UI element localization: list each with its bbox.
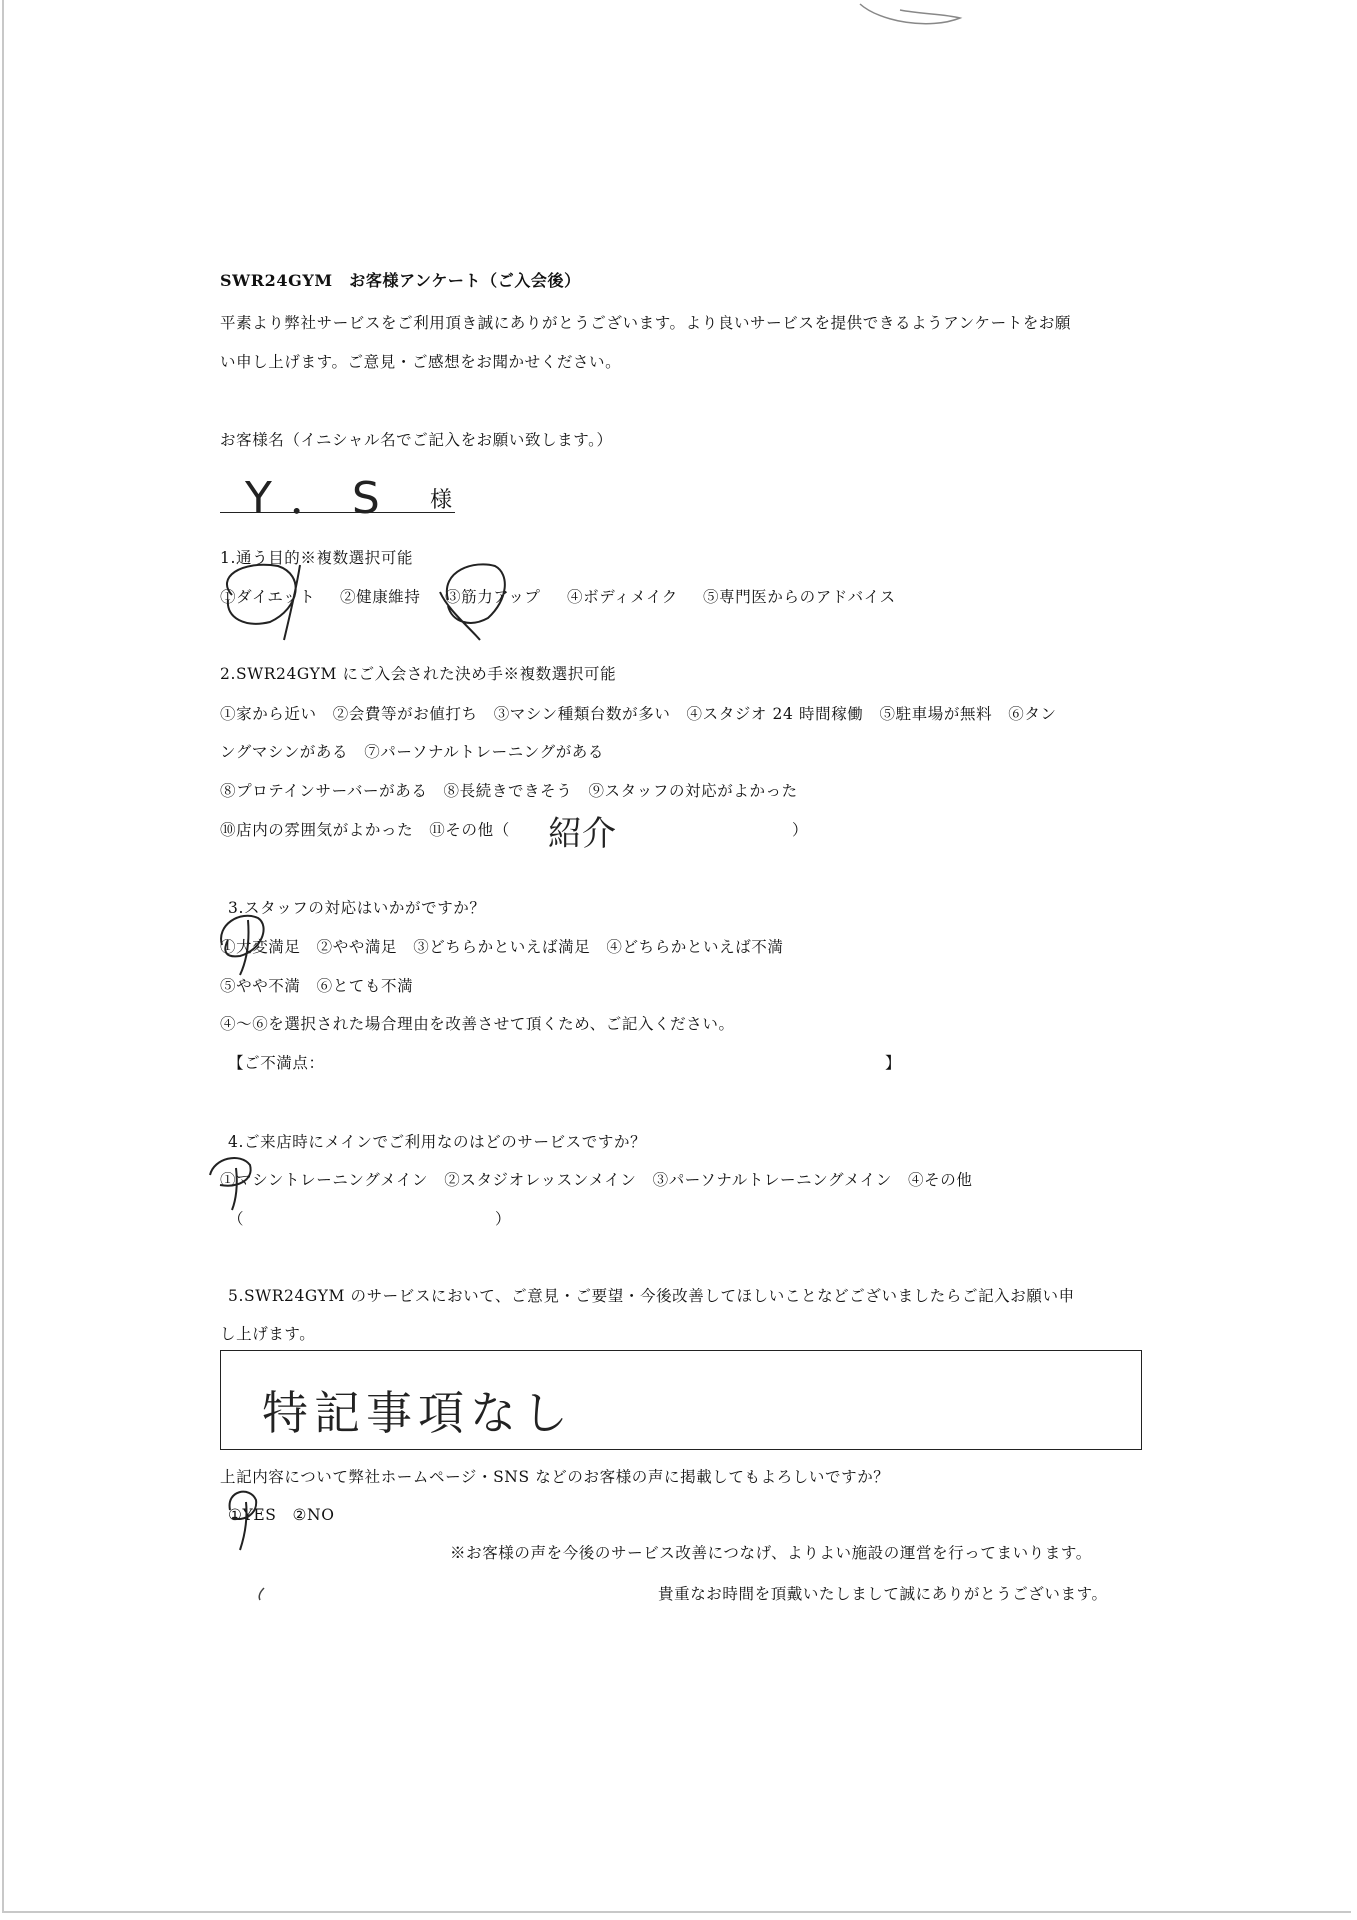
q1-option-4[interactable]: ④ボディメイク [567,588,678,606]
q3-dissatisfaction-close: 】 [885,1054,902,1072]
survey-title: SWR24GYM お客様アンケート（ご入会後） [220,271,581,290]
q2-options-line-1[interactable]: ①家から近い ②会費等がお値打ち ③マシン種類台数が多い ④スタジオ 24 時間稼働 ⑤駐車場が無料 ⑥タン [220,705,1057,723]
intro-line-2: い申し上げます。ご意見・ご感想をお聞かせください。 [220,353,622,371]
customer-name-underline [220,512,455,513]
q1-option-2[interactable]: ②健康維持 [340,588,421,606]
q3-options-line-2[interactable]: ⑤やや不満 ⑥とても不満 [220,977,414,995]
customer-honorific: 様 [430,488,453,513]
q1-option-3[interactable]: ③筋力アップ [445,588,541,606]
customer-name-label: お客様名（イニシャル名でご記入をお願い致します。） [220,431,613,449]
footer-line-1: ※お客様の声を今後のサービス改善につなげ、よりよい施設の運営を行ってまいります。 [450,1544,1092,1562]
intro-line-1: 平素より弊社サービスをご利用頂き誠にありがとうございます。より良いサービスを提供できるようアンケートをお願 [220,314,1072,332]
footer-line-2: 貴重なお時間を頂戴いたしまして誠にありがとうございます。 [658,1585,1108,1603]
q4-title: 4.ご来店時にメインでご利用なのはどのサービスですか？ [228,1133,647,1151]
q1-title: 1.通う目的※複数選択可能 [220,549,414,567]
q2-options-line-4[interactable]: ⑩店内の雰囲気がよかった ⑪その他（ [220,821,510,839]
q4-other-open-paren: （ [228,1210,245,1228]
q2-other-value[interactable]: 紹介 [548,814,616,854]
q3-dissatisfaction-label: 【ご不満点： [228,1054,325,1072]
q1-option-5[interactable]: ⑤専門医からのアドバイス [703,588,896,606]
q2-options-line-2[interactable]: ングマシンがある ⑦パーソナルトレーニングがある [220,743,604,761]
q5-title-line-1: 5.SWR24GYM のサービスにおいて、ご意見・ご要望・今後改善してほしいことなどございましたらご記入お願い申 [228,1287,1075,1305]
q3-note: ④～⑥を選択された場合理由を改善させて頂くため、ご記入ください。 [220,1015,735,1033]
q3-options-line-1[interactable]: ①大変満足 ②やや満足 ③どちらかといえば満足 ④どちらかといえば不満 [220,938,784,956]
q4-options-line-1[interactable]: ①マシントレーニングメイン ②スタジオレッスンメイン ③パーソナルトレーニングメイン ④その他 [220,1171,973,1189]
q1-option-1[interactable]: ①ダイエット [220,588,316,606]
q3-title: 3.スタッフの対応はいかがですか？ [228,899,486,917]
q4-other-close-paren: ） [495,1210,512,1228]
customer-name-value[interactable]: Y．S [245,473,398,524]
q2-options-line-3[interactable]: ⑧プロテインサーバーがある ⑧長続きできそう ⑨スタッフの対応がよかった [220,782,798,800]
publish-options[interactable]: ①YES ②NO [228,1506,335,1524]
q5-comment-value[interactable]: 特記事項なし [262,1386,574,1440]
q2-other-close-paren: ） [792,821,809,839]
q2-title: 2.SWR24GYM にご入会された決め手※複数選択可能 [220,665,617,683]
q5-title-line-2: し上げます。 [220,1325,316,1343]
publish-question: 上記内容について弊社ホームページ・SNS などのお客様の声に掲載してもよろしいですか？ [220,1468,890,1486]
